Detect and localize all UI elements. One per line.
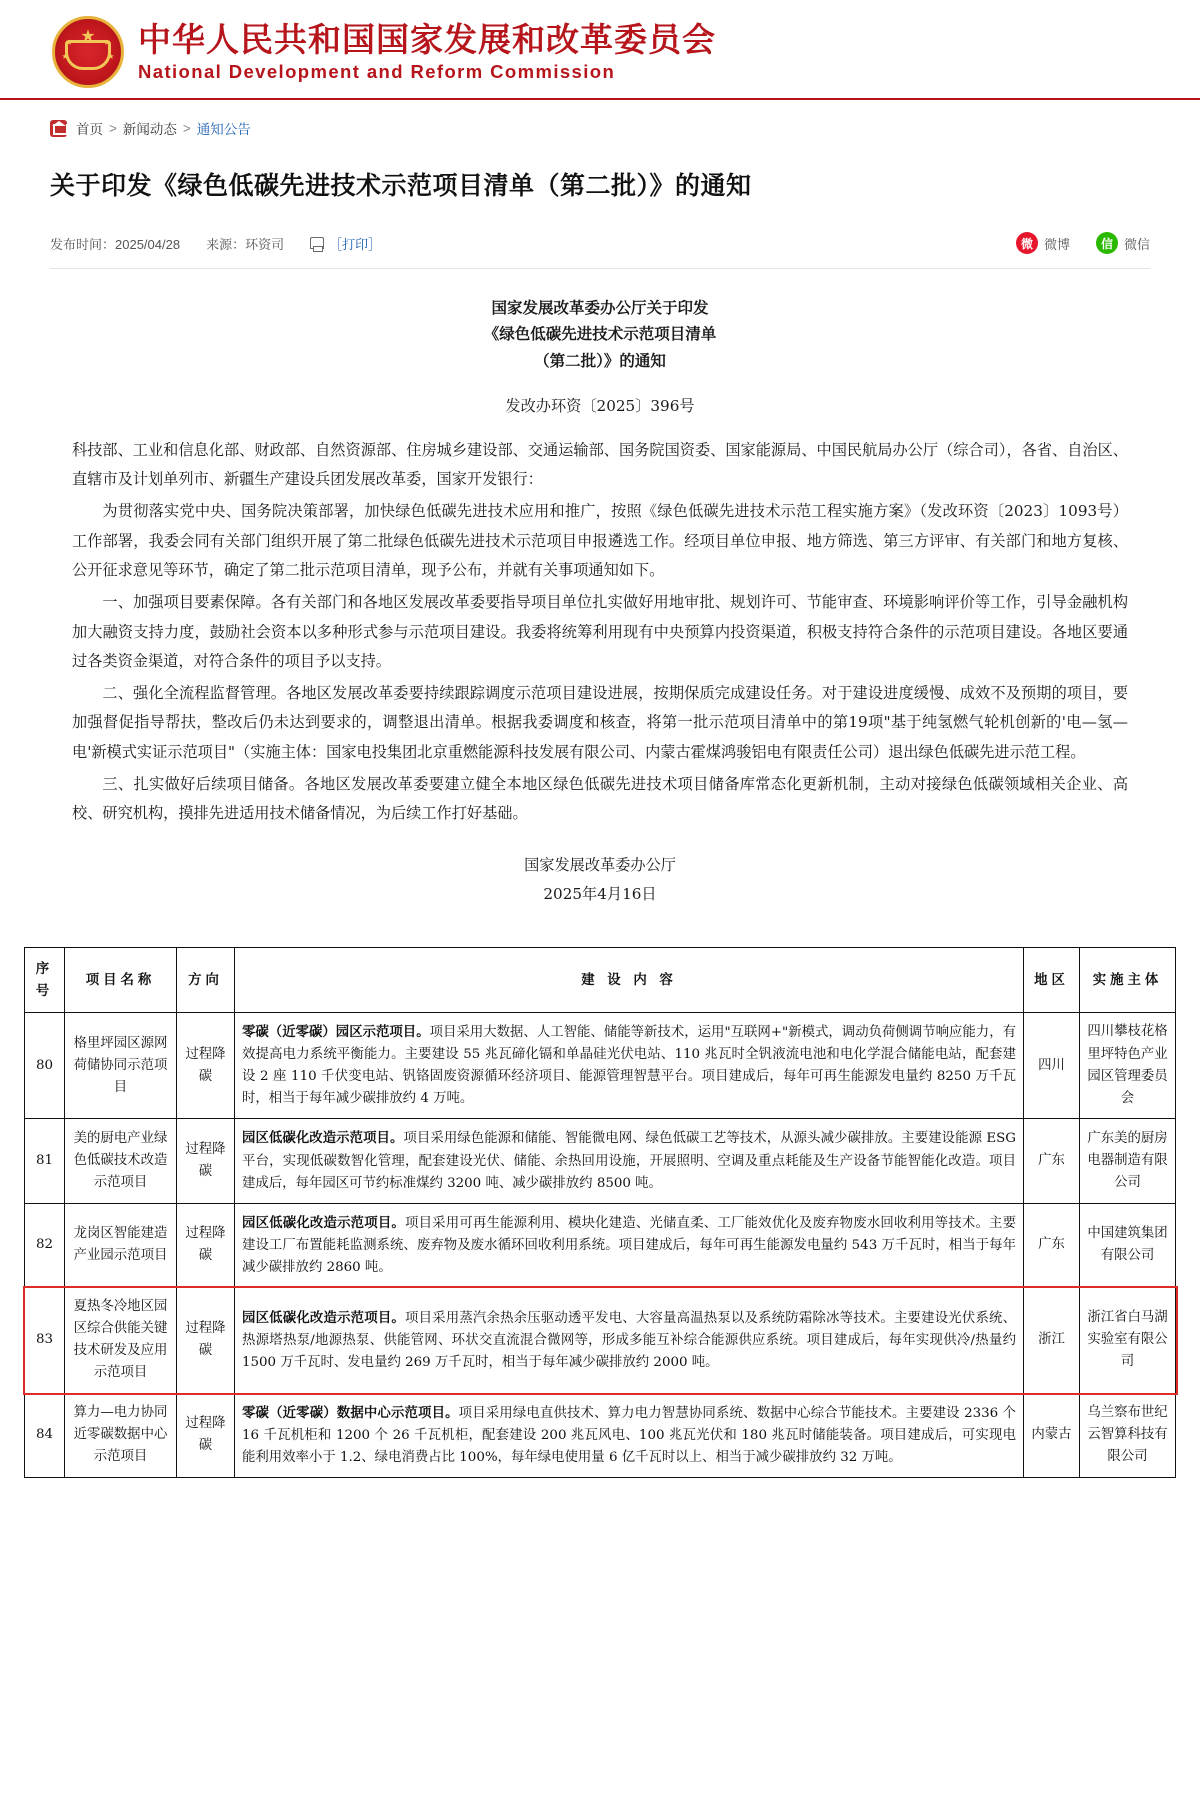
document-signoff [72,851,1128,909]
cell-name: 格里坪园区源网荷储协同示范项目 [65,1012,177,1118]
breadcrumb-separator: > [109,120,117,136]
print-label: ［打印］ [329,236,382,252]
table-row [25,1012,1176,1118]
share-weixin-button[interactable] [1096,232,1150,254]
weixin-icon: 信 [1096,232,1118,254]
organization-name-cn: 中华人民共和国国家发展和改革委员会 [138,19,716,59]
cell-body: 广东美的厨房电器制造有限公司 [1080,1119,1176,1203]
document-heading [72,295,1128,374]
document-paragraph-4: 三、扎实做好后续项目储备。各地区发展改革委要建立健全本地区绿色低碳先进技术项目储备库常态化更新机制，主动对接绿色低碳领域相关企业、高校、研究机构，摸排先进适用技术储备情况，为后续工作打好基础。 [72,774,1128,823]
cell-desc [235,1288,1024,1393]
breadcrumb-item-notices[interactable]: 通知公告 [196,122,251,137]
publish-time: 发布时间：2025/04/28 [50,236,181,252]
cell-seq: 81 [25,1119,65,1203]
share-weixin-label: 微信 [1123,236,1150,252]
breadcrumb-item-home[interactable]: 首页 [76,122,103,137]
source-label: 来源：环资司 [206,236,285,252]
document-paragraph-3: 二、强化全流程监督管理。各地区发展改革委要持续跟踪调度示范项目建设进展，按期保质完成建设任务。对于建设进度缓慢、成效不及预期的项目，要加强督促指导帮扶，整改后仍未达到要求的，调整退出清单。根据我委调度和核查，将第一批示范项目清单中的第19项"基于纯氢燃气轮机创新的'电—氢—电'新模式实证示范项目"（实施主体：国家电投集团北京重燃能源科技发展有限公司、内蒙古霍煤鸿骏铝电有限责任公司）退出绿色低碳先进示范工程。 [72,683,1128,762]
print-button[interactable] [310,234,381,253]
column-header-direction: 方向 [177,947,235,1012]
cell-direction: 过程降碳 [177,1203,235,1287]
cell-desc-title: 园区低碳化改造示范项目。 [242,1214,405,1231]
meta-bar [50,232,1150,269]
cell-desc-title: 园区低碳化改造示范项目。 [242,1309,405,1326]
cell-direction: 过程降碳 [177,1012,235,1118]
cell-desc-text: 项目采用绿电直供技术、算力电力智慧协同系统、数据中心综合节能技术。主要建设 2336 个 16 千瓦机柜和 1200 个 26 千瓦机柜，配套建设 200 兆瓦风电、100 兆瓦光伏和 180 兆瓦时储能装备。项目建成后，可实现电能利用效率小于 1.2、绿电消费占比 100%，每年绿电使用量 6 亿千瓦时以上、相当于减少碳排放约 32 万吨。 [242,1405,1016,1465]
document-paragraph-2: 一、加强项目要素保障。各有关部门和各地区发展改革委要指导项目单位扎实做好用地审批、规划许可、节能审查、环境影响评价等工作，引导金融机构加大融资支持力度，鼓励社会资本以多种形式参与示范项目建设。我委将统筹利用现有中央预算内投资渠道，积极支持符合条件的示范项目建设。各地区要通过各类资金渠道，对符合条件的项目予以支持。 [72,592,1128,671]
cell-area: 浙江 [1024,1288,1080,1393]
cell-direction: 过程降碳 [177,1288,235,1393]
column-header-content: 建 设 内 容 [235,947,1024,1012]
weibo-icon: 微 [1016,232,1038,254]
signature-organization: 国家发展改革委办公厅 [524,856,676,874]
cell-desc [235,1119,1024,1203]
cell-seq: 80 [25,1012,65,1118]
share-weibo-label: 微博 [1043,236,1070,252]
organization-name-en: National Development and Reform Commission [138,60,616,82]
cell-name: 美的厨电产业绿色低碳技术改造示范项目 [65,1119,177,1203]
cell-desc-text: 项目采用蒸汽余热余压驱动透平发电、大容量高温热泵以及系统防霜除冰等技术。主要建设光伏系统、热源塔热泵/地源热泵、供能管网、环状交直流混合微网等，形成多能互补综合能源供应系统。项目建成后，每年实现供冷/热量约 1500 万千瓦时、发电量约 269 万千瓦时，相当于每年减少碳排放约 2000 吨。 [242,1310,1017,1370]
project-list-table-wrapper [24,947,1176,1478]
column-header-name: 项目名称 [65,947,177,1012]
share-group [1016,232,1150,254]
cell-area: 广东 [1024,1119,1080,1203]
document-recipients: 科技部、工业和信息化部、财政部、自然资源部、住房城乡建设部、交通运输部、国务院国资委、国家能源局、中国民航局办公厅（综合司），各省、自治区、直辖市及计划单列市、新疆生产建设兵团发展改革委，国家开发银行： [72,440,1128,489]
printer-icon [310,237,324,249]
cell-seq: 84 [25,1393,65,1477]
table-row [25,1393,1176,1477]
cell-name: 夏热冬冷地区园区综合供能关键技术研发及应用示范项目 [65,1288,177,1393]
share-weibo-button[interactable] [1016,232,1070,254]
project-list-table [24,947,1176,1478]
cell-area: 内蒙古 [1024,1393,1080,1477]
breadcrumb-item-news[interactable]: 新闻动态 [122,122,177,137]
cell-seq: 83 [25,1288,65,1393]
cell-area: 广东 [1024,1203,1080,1287]
signature-date: 2025年4月16日 [543,884,657,903]
table-row [25,1288,1176,1393]
cell-desc-title: 园区低碳化改造示范项目。 [242,1130,404,1147]
cell-body: 中国建筑集团有限公司 [1080,1203,1176,1287]
breadcrumb [0,100,1200,138]
cell-body: 浙江省白马湖实验室有限公司 [1080,1288,1176,1393]
home-icon[interactable] [50,120,67,137]
cell-body: 四川攀枝花格里坪特色产业园区管理委员会 [1080,1012,1176,1118]
column-header-seq: 序号 [25,947,65,1012]
cell-desc [235,1393,1024,1477]
cell-desc-title: 零碳（近零碳）数据中心示范项目。 [242,1404,459,1421]
cell-body: 乌兰察布世纪云智算科技有限公司 [1080,1393,1176,1477]
cell-desc-title: 零碳（近零碳）园区示范项目。 [242,1023,430,1040]
cell-desc-text: 项目采用绿色能源和储能、智能微电网、绿色低碳工艺等技术，从源头减少碳排放。主要建设能源 ESG 平台，实现低碳数智化管理，配套建设光伏、储能、余热回用设施，开展照明、空调及重点耗能及生产设备节能智能化改造。项目建成后，每年园区可节约标准煤约 3200 吨、减少碳排放约 8500 吨。 [242,1131,1016,1191]
breadcrumb-separator: > [182,120,191,136]
document-heading-line-1: 国家发展改革委办公厅关于印发 [491,298,709,317]
column-header-area: 地区 [1024,947,1080,1012]
page-title: 关于印发《绿色低碳先进技术示范项目清单（第二批）》的通知 [50,171,752,200]
document-heading-line-2: 《绿色低碳先进技术示范项目清单 [483,324,717,344]
cell-direction: 过程降碳 [177,1119,235,1203]
cell-desc [235,1012,1024,1118]
national-emblem-icon: ★ ★ ★ ★ ★ [52,16,124,88]
site-header [0,0,1200,100]
cell-name: 算力—电力协同近零碳数据中心示范项目 [65,1393,177,1477]
cell-direction: 过程降碳 [177,1393,235,1477]
cell-name: 龙岗区智能建造产业园示范项目 [65,1203,177,1287]
cell-desc-text: 项目采用可再生能源利用、模块化建造、光储直柔、工厂能效优化及废弃物废水回收利用等技术。主要建设工厂布置能耗监测系统、废弃物及废水循环回收利用系统。项目建成后，每年可再生能源发电量约 543 万千瓦时，相当于每年减少碳排放约 2860 吨。 [242,1215,1017,1275]
cell-desc [235,1203,1024,1287]
table-row [25,1119,1176,1203]
article-body [72,295,1128,909]
document-number: 发改办环资〔2025〕396号 [505,397,695,416]
cell-area: 四川 [1024,1012,1080,1118]
table-header-row [25,947,1176,1012]
document-paragraph-1: 为贯彻落实党中央、国务院决策部署，加快绿色低碳先进技术应用和推广，按照《绿色低碳先进技术示范工程实施方案》（发改环资〔2023〕1093号）工作部署，我委会同有关部门组织开展了第二批绿色低碳先进技术示范项目申报遴选工作。经项目单位申报、地方筛选、第三方评审、有关部门和地方复核、公开征求意见等环节，确定了第二批示范项目清单，现予公布，并就有关事项通知如下。 [72,501,1128,580]
column-header-entity: 实施主体 [1080,947,1176,1012]
table-row [25,1203,1176,1287]
emblem-star-icon: ★ [80,26,96,46]
cell-desc-text: 项目采用大数据、人工智能、储能等新技术，运用"互联网+"新模式，调动负荷侧调节响应能力，有效提高电力系统平衡能力。主要建设 55 兆瓦碲化镉和单晶硅光伏电站、110 兆瓦时全钒液流电池和电化学混合储能电站，配套建设 2 座 110 千伏变电站、钒铬固废资源循环经济项目、能源管理智慧平台。项目建成后，每年可再生能源发电量约 8250 万千瓦时，相当于每年减少碳排放约 4 万吨。 [242,1024,1017,1107]
document-heading-line-3: （第二批）》的通知 [534,350,666,370]
cell-seq: 82 [25,1203,65,1287]
